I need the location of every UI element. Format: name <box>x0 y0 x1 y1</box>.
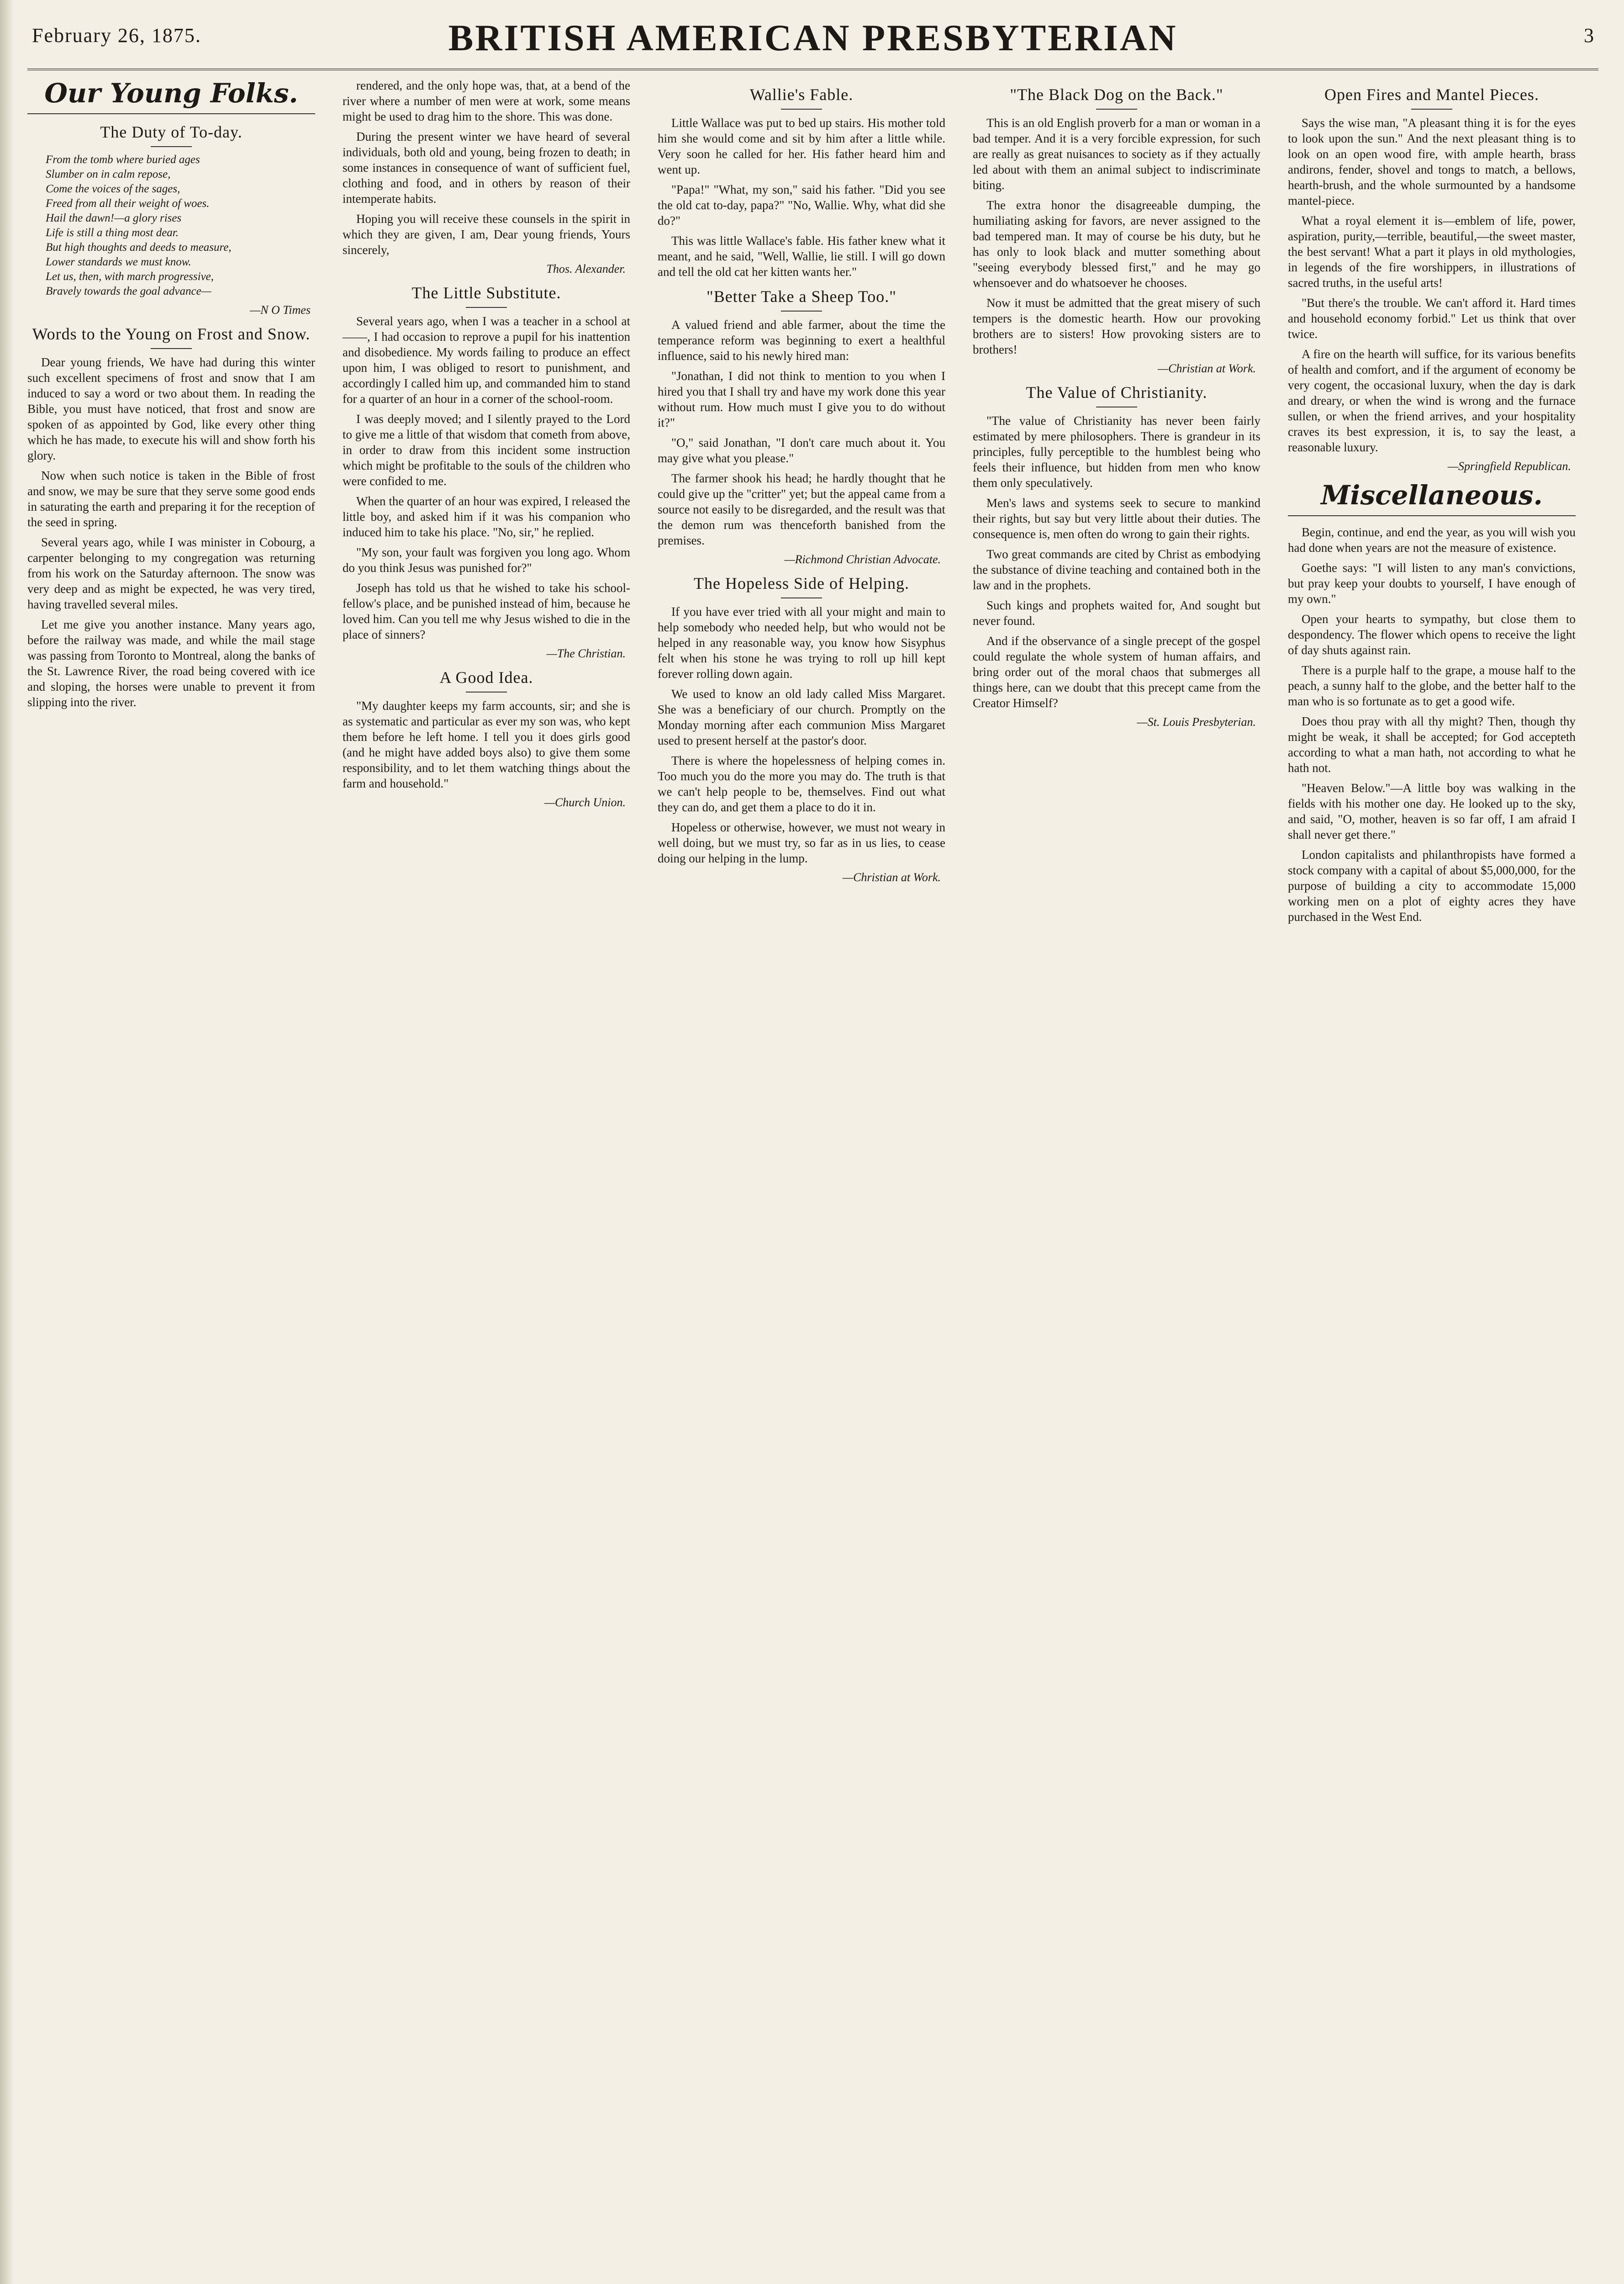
issue-date: February 26, 1875. <box>32 24 201 47</box>
article-paragraph: A valued friend and able farmer, about the time the temperance reform was beginning to exert a healthful influence, said to his newly hired man: <box>658 318 945 363</box>
article-paragraph: When the quarter of an hour was expired, I released the little boy, and asked him if it was his companion who induced him to take his place. "No, sir," he replied. <box>343 494 630 539</box>
article-paragraph: Dear young friends, We have had during this winter such excellent specimens of frost and snow that I am induced to say a word or two about them. In reading the Bible, you must have noticed, that frost and snow are spoken of as appointed by God, like every other thing which he has made, to execute his will and show forth his glory. <box>27 355 315 462</box>
article-paragraph: Hopeless or otherwise, however, we must not weary in well doing, but we must try, so far as in us lies, to cease doing our helping in the lump. <box>658 820 945 865</box>
article-credit: —Richmond Christian Advocate. <box>784 553 941 566</box>
article-title: "Better Take a Sheep Too." <box>658 287 945 312</box>
poem-line: Hail the dawn!—a glory rises <box>46 212 182 224</box>
poem-credit: —N O Times <box>250 303 311 317</box>
article-paragraph: The farmer shook his head; he hardly thought that he could give up the "critter" yet; but the appeal came from a source not easily to be disregarded, and the result was that the demon rum was thenceforth banished from the premises. <box>658 471 945 547</box>
poem-line: Freed from all their weight of woes. <box>46 197 210 210</box>
article-paragraph: Now it must be admitted that the great misery of such tempers is the domestic hearth. How our provoking brothers are to sisters! How provoking sisters are to brothers! <box>973 296 1260 356</box>
misc-paragraph: Goethe says: "I will listen to any man's convictions, but pray keep your doubts to yourself, I have enough of my own." <box>1288 561 1576 606</box>
signature: Thos. Alexander. <box>546 262 626 275</box>
article-paragraph: Hoping you will receive these counsels in the spirit in which they are given, I am, Dear young friends, Yours sincerely, <box>343 212 630 257</box>
poem-line: From the tomb where buried ages <box>46 153 200 166</box>
article-paragraph: Two great commands are cited by Christ as embodying the substance of divine teaching and contained both in the law and in the prophets. <box>973 547 1260 592</box>
article-paragraph: "My daughter keeps my farm accounts, sir; and she is as systematic and particular as ever my son was, who kept them before he left home. I tell you it does girls good (and he might have added boys also) to give them some responsibility, and to let them watching things about the farm and household." <box>343 699 630 790</box>
poem-body <box>46 153 315 299</box>
poem-line: Let us, then, with march progressive, <box>46 270 214 283</box>
article-title: The Little Substitute. <box>343 283 630 308</box>
article-paragraph: Little Wallace was put to bed up stairs. His mother told him she would come and sit by him after a little while. Very soon he called for her. His father heard him and went up. <box>658 116 945 176</box>
section-heading-miscellaneous: Miscellaneous. <box>1288 480 1576 516</box>
article-title: Wallie's Fable. <box>658 85 945 110</box>
newspaper-title: BRITISH AMERICAN PRESBYTERIAN <box>448 17 1178 58</box>
article-paragraph: Now when such notice is taken in the Bible of frost and snow, we may be sure that they serve some good ends in saturating the earth and preparing it for the reception of the seed in spring. <box>27 469 315 529</box>
article-credit: —St. Louis Presbyterian. <box>1137 715 1256 729</box>
article-credit: —The Christian. <box>546 647 626 660</box>
newspaper-page <box>27 14 1598 2284</box>
article-paragraph: During the present winter we have heard of several individuals, both old and young, being frozen to death; in some instances in consequence of want of sufficient fuel, clothing and food, and in others by reason of their intemperate habits. <box>343 130 630 206</box>
article-paragraph: There is where the hopelessness of helping comes in. Too much you do the more you may do. The truth is that we can't help people to be, themselves. Find out what they can do, and get them a place to do it in. <box>658 754 945 814</box>
article-credit: —Christian at Work. <box>842 871 941 884</box>
misc-paragraph: Open your hearts to sympathy, but close them to despondency. The flower which opens to receive the light of day shuts against rain. <box>1288 612 1576 657</box>
article-title: "The Black Dog on the Back." <box>973 85 1260 110</box>
article-title: Open Fires and Mantel Pieces. <box>1288 85 1576 110</box>
column-3 <box>658 78 945 2284</box>
article-paragraph: "But there's the trouble. We can't afford it. Hard times and household economy forbid." Let us think that over twice. <box>1288 296 1576 341</box>
misc-paragraph: London capitalists and philanthropists have formed a stock company with a capital of about $5,000,000, for the purpose of building a city to accommodate 15,000 working men on a plot of eighty acres they have purchased in the West End. <box>1288 848 1576 924</box>
column-2 <box>343 78 630 2284</box>
article-paragraph: "The value of Christianity has never been fairly estimated by mere philosophers. There is grandeur in its principles, fully perceptible to the humblest being who feels their influence, but hidden from men who know them only speculatively. <box>973 414 1260 490</box>
article-paragraph: "Jonathan, I did not think to mention to you when I hired you that I shall try and have my work done this year without rum. How much must I give you to do without it?" <box>658 369 945 429</box>
poem-line: Come the voices of the sages, <box>46 183 180 195</box>
column-4 <box>973 78 1260 2284</box>
article-paragraph: If you have ever tried with all your might and main to help somebody who needed help, but who would not be helped in any reasonable way, you know how Sisyphus felt when his stone he was trying to roll up hill kept forever rolling down again. <box>658 605 945 681</box>
poem-line: But high thoughts and deeds to measure, <box>46 241 232 254</box>
article-paragraph: "My son, your fault was forgiven you long ago. Whom do you think Jesus was punished for?" <box>343 545 630 575</box>
article-paragraph: The extra honor the disagreeable dumping, the humiliating asking for favors, are never assigned to the bad tempered man. It may of course be his duty, but he has only to look black and mutter something about "seeing everybody blessed first," and he may go whensoever and do whatsoever he chooses. <box>973 198 1260 290</box>
article-title: The Hopeless Side of Helping. <box>658 574 945 598</box>
article-paragraph: What a royal element it is—emblem of life, power, aspiration, purity,—terrible, beautiful,—the sweet master, the best servant! What a part it plays in old mythologies, in legends of the fire worshippers, in illustrations of sacred truths, in the useful arts! <box>1288 214 1576 290</box>
article-paragraph: Men's laws and systems seek to secure to mankind their rights, but say but very little about their duties. The consequence is, men often do wrong to gain their rights. <box>973 496 1260 541</box>
column-5 <box>1288 78 1576 2284</box>
poem-line: Life is still a thing most dear. <box>46 227 179 239</box>
article-title: The Value of Christianity. <box>973 383 1260 407</box>
article-paragraph: Several years ago, while I was minister in Cobourg, a carpenter belonging to my congregation was returning from his work on the Saturday afternoon. The snow was very deep and as might be expected, he was very tired, having travelled several miles. <box>27 535 315 611</box>
article-paragraph: "Papa!" "What, my son," said his father. "Did you see the old cat to-day, papa?" "No, Wallie. Why, what did she do?" <box>658 183 945 227</box>
poem-title: The Duty of To-day. <box>27 122 315 147</box>
article-paragraph: rendered, and the only hope was, that, at a bend of the river where a number of men were at work, some means might be used to drag him to the shore. This was done. <box>343 79 630 123</box>
article-paragraph: I was deeply moved; and I silently prayed to the Lord to give me a little of that wisdom that cometh from above, in order to draw from this incident some instruction which might be profitable to the souls of the children who were confided to me. <box>343 412 630 488</box>
article-title: A Good Idea. <box>343 668 630 693</box>
article-paragraph: Says the wise man, "A pleasant thing it is for the eyes to look upon the sun." And the next pleasant thing is to look on an open wood fire, with ample hearth, brass andirons, fender, shovel and tongs to match, a bellows, hearth-brush, and the whole surmounted by a handsome mantel-piece. <box>1288 116 1576 207</box>
article-paragraph: Joseph has told us that he wished to take his school-fellow's place, and be punished instead of him, because he loved him. Can you tell me why Jesus wished to die in the place of sinners? <box>343 581 630 641</box>
article-paragraph: Several years ago, when I was a teacher in a school at ——, I had occasion to reprove a pupil for his inattention and disobedience. My words failing to produce an effect upon him, I was obliged to resort to punishment, and accordingly I called him up, and commanded him to stand for a quarter of an hour in a corner of the school-room. <box>343 314 630 406</box>
article-paragraph: We used to know an old lady called Miss Margaret. She was a beneficiary of our church. Promptly on the Monday morning after each communion Miss Margaret used to present herself at the pastor's door. <box>658 687 945 747</box>
misc-paragraph: "Heaven Below."—A little boy was walking in the fields with his mother one day. He looked up to the sky, and said, "O, mother, heaven is so far off, I am afraid I shall never get there." <box>1288 781 1576 841</box>
page-number: 3 <box>1584 24 1594 47</box>
article-paragraph: A fire on the hearth will suffice, for its various benefits of health and comfort, and if the argument of economy be very cogent, the occasional luxury, when the day is dark and dreary, or when the wind is wrong and the furnace sullen, or when the friend arrives, and your hospitality craves its best expression, it is, to say the least, a reasonable luxury. <box>1288 347 1576 454</box>
misc-paragraph: Does thou pray with all thy might? Then, though thy might be weak, it shall be accepted; for God accepteth according to what a man hath, not according to what he hath not. <box>1288 714 1576 775</box>
article-credit: —Church Union. <box>544 796 626 809</box>
poem-line: Slumber on in calm repose, <box>46 168 171 180</box>
column-1 <box>27 78 315 2284</box>
article-paragraph: "O," said Jonathan, "I don't care much about it. You may give what you please." <box>658 436 945 465</box>
article-paragraph: And if the observance of a single precept of the gospel could regulate the whole system of human affairs, and bring order out of the moral chaos that submerges all things here, can we doubt that this precept came from the Creator Himself? <box>973 634 1260 710</box>
article-credit: —Christian at Work. <box>1157 362 1256 375</box>
article-paragraph: This was little Wallace's fable. His father knew what it meant, and he said, "Well, Wallie, lie still. I will go down and tell the old cat her kitten wants her." <box>658 234 945 279</box>
misc-paragraph: There is a purple half to the grape, a mouse half to the peach, a sunny half to the globe, and the better half to the man who is so fortunate as to get a good wife. <box>1288 663 1576 708</box>
poem-line: Bravely towards the goal advance— <box>46 285 211 297</box>
article-credit: —Springfield Republican. <box>1447 460 1571 473</box>
article-paragraph: This is an old English proverb for a man or woman in a bad temper. And it is a very forcible expression, for such are really as great nuisances to society as if they actually led about with them an animal subject to indiscriminate biting. <box>973 116 1260 192</box>
section-heading-young-folks: Our Young Folks. <box>27 78 315 114</box>
article-title: Words to the Young on Frost and Snow. <box>27 324 315 349</box>
page-edge-shadow <box>0 0 14 2284</box>
article-paragraph: Such kings and prophets waited for, And sought but never found. <box>973 598 1260 628</box>
masthead <box>27 14 1598 70</box>
misc-paragraph: Begin, continue, and end the year, as you will wish you had done when years are not the measure of existence. <box>1288 525 1576 555</box>
poem-line: Lower standards we must know. <box>46 256 191 268</box>
article-paragraph: Let me give you another instance. Many years ago, before the railway was made, and while the mail stage was passing from Toronto to Montreal, along the banks of the St. Lawrence River, the road being covered with ice and sloping, the horses were unable to prevent it from slipping into the river. <box>27 618 315 709</box>
